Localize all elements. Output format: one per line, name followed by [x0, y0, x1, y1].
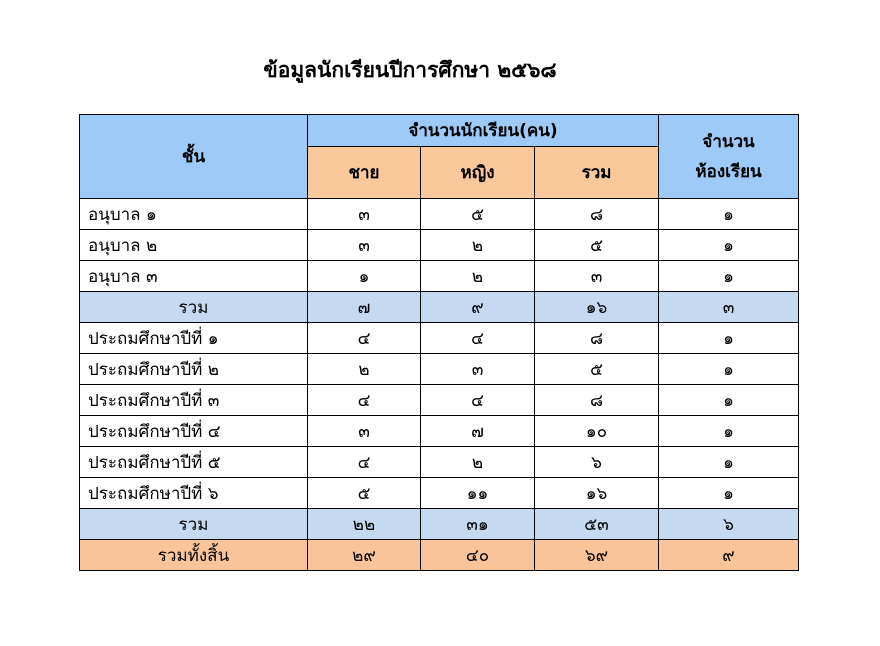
header-classrooms-line2: ห้องเรียน: [695, 161, 762, 182]
header-student-count: จำนวนนักเรียน(คน): [308, 115, 659, 147]
cell-female: ๓๑: [421, 509, 535, 540]
cell-rooms: ๑: [659, 447, 799, 478]
cell-rooms: ๑: [659, 354, 799, 385]
cell-total: ๕๓: [535, 509, 659, 540]
cell-total: ๘: [535, 199, 659, 230]
cell-female: ๒: [421, 230, 535, 261]
cell-grade: ประถมศึกษาปีที่ ๓: [80, 385, 308, 416]
cell-rooms: ๑: [659, 416, 799, 447]
cell-rooms: ๑: [659, 199, 799, 230]
cell-male: ๓: [308, 416, 421, 447]
cell-rooms: ๙: [659, 540, 799, 571]
cell-male: ๒: [308, 354, 421, 385]
cell-rooms: ๖: [659, 509, 799, 540]
cell-male: ๔: [308, 447, 421, 478]
cell-grade: ประถมศึกษาปีที่ ๒: [80, 354, 308, 385]
cell-female: ๔: [421, 385, 535, 416]
cell-grade: รวม: [80, 292, 308, 323]
table-row: [80, 354, 799, 385]
student-data-table: [79, 114, 799, 571]
cell-total: ๑๖: [535, 478, 659, 509]
cell-female: ๕: [421, 199, 535, 230]
cell-total: ๓: [535, 261, 659, 292]
cell-grade: ประถมศึกษาปีที่ ๖: [80, 478, 308, 509]
cell-female: ๗: [421, 416, 535, 447]
cell-grade: อนุบาล ๓: [80, 261, 308, 292]
cell-male: ๗: [308, 292, 421, 323]
cell-rooms: ๓: [659, 292, 799, 323]
table-row: [80, 230, 799, 261]
cell-grade: รวมทั้งสิ้น: [80, 540, 308, 571]
cell-female: ๑๑: [421, 478, 535, 509]
cell-grade: รวม: [80, 509, 308, 540]
cell-male: ๓: [308, 199, 421, 230]
cell-male: ๕: [308, 478, 421, 509]
cell-rooms: ๑: [659, 478, 799, 509]
header-classrooms: [659, 115, 799, 199]
cell-grade: ประถมศึกษาปีที่ ๔: [80, 416, 308, 447]
table-row: [80, 478, 799, 509]
cell-female: ๓: [421, 354, 535, 385]
cell-male: ๒๙: [308, 540, 421, 571]
cell-total: ๖: [535, 447, 659, 478]
cell-male: ๔: [308, 323, 421, 354]
header-classrooms-line1: จำนวน: [702, 131, 755, 152]
subtotal-row: [80, 292, 799, 323]
cell-grade: อนุบาล ๒: [80, 230, 308, 261]
cell-male: ๔: [308, 385, 421, 416]
cell-rooms: ๑: [659, 261, 799, 292]
header-female: หญิง: [421, 147, 535, 199]
cell-grade: ประถมศึกษาปีที่ ๑: [80, 323, 308, 354]
subtotal-row: [80, 509, 799, 540]
table-row: [80, 416, 799, 447]
cell-male: ๓: [308, 230, 421, 261]
cell-male: ๒๒: [308, 509, 421, 540]
grand-total-row: [80, 540, 799, 571]
cell-total: ๘: [535, 385, 659, 416]
table-row: [80, 323, 799, 354]
cell-rooms: ๑: [659, 385, 799, 416]
cell-grade: อนุบาล ๑: [80, 199, 308, 230]
table-row: [80, 447, 799, 478]
cell-rooms: ๑: [659, 230, 799, 261]
cell-female: ๔: [421, 323, 535, 354]
cell-total: ๖๙: [535, 540, 659, 571]
cell-total: ๕: [535, 354, 659, 385]
cell-female: ๔๐: [421, 540, 535, 571]
cell-female: ๒: [421, 447, 535, 478]
table-row: [80, 261, 799, 292]
cell-total: ๑๐: [535, 416, 659, 447]
cell-female: ๙: [421, 292, 535, 323]
table-row: [80, 199, 799, 230]
header-male: ชาย: [308, 147, 421, 199]
cell-total: ๘: [535, 323, 659, 354]
cell-female: ๒: [421, 261, 535, 292]
header-grade: ชั้น: [80, 115, 308, 199]
page-title: ข้อมูลนักเรียนปีการศึกษา ๒๕๖๘: [263, 58, 557, 82]
header-total: รวม: [535, 147, 659, 199]
cell-total: ๑๖: [535, 292, 659, 323]
cell-total: ๕: [535, 230, 659, 261]
table-row: [80, 385, 799, 416]
cell-rooms: ๑: [659, 323, 799, 354]
cell-male: ๑: [308, 261, 421, 292]
cell-grade: ประถมศึกษาปีที่ ๕: [80, 447, 308, 478]
